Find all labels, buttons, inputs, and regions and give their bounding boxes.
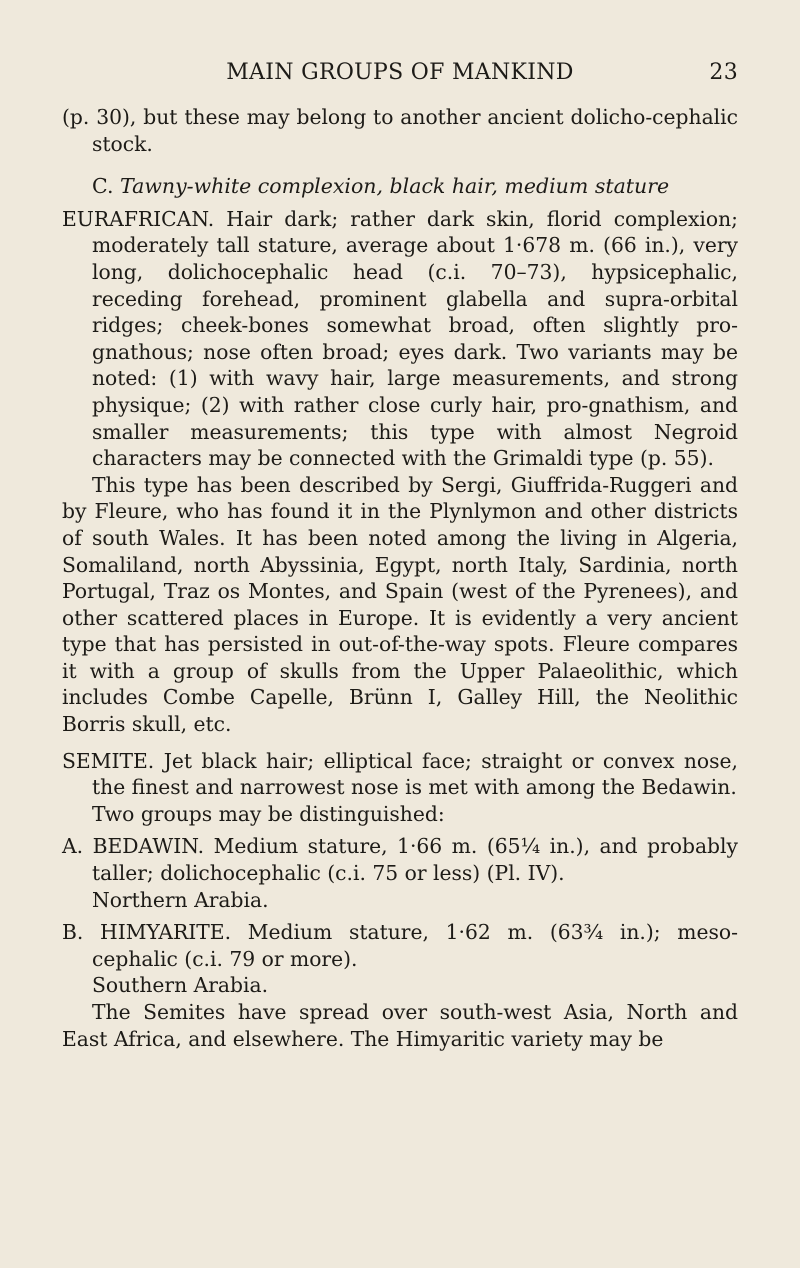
section-c-title: Tawny-white complexion, black hair, medium stature	[120, 174, 670, 199]
semite-label: SEMITE.	[62, 748, 155, 773]
bedawin-entry	[62, 833, 738, 886]
semite-text: Jet black hair; elliptical face; straight or convex nose, the finest and narrowest nose is met with among the Bedawin.	[92, 748, 739, 800]
himyarite-entry	[62, 919, 738, 972]
himyarite-region: Southern Arabia.	[92, 973, 269, 998]
semite-groups-intro: Two groups may be distinguished:	[92, 801, 445, 826]
eurafrican-text: Hair dark; rather dark skin, florid complexion; moderately tall stature, average about 1·678 m. (66 in.), very long, dolichocephalic head (c.i. 70–73), hypsicephalic, receding forehead, prominent glabella and supra-orbital ridges; cheek-bones somewhat broad, often slightly pro-gnathous; nose often broad; eyes dark. Two variants may be noted: (1) with wavy hair, large measurements, and strong physique; (2) with rather close curly hair, pro-gnathism, and smaller measurements; this type with almost Negroid characters may be connected with the Grimaldi type (p. 55).	[92, 206, 739, 471]
running-header	[62, 60, 738, 90]
page-body	[62, 104, 738, 1052]
running-title: MAIN GROUPS OF MANKIND	[226, 60, 574, 85]
page-number: 23	[709, 60, 738, 85]
continuation-paragraph: (p. 30), but these may belong to another ancient dolicho-cephalic stock.	[62, 105, 738, 156]
section-c-letter: C.	[92, 174, 114, 199]
bedawin-label: BEDAWIN.	[92, 834, 205, 859]
eurafrican-entry	[62, 206, 738, 472]
eurafrican-paragraph: This type has been described by Sergi, Giuffrida-Ruggeri and by Fleure, who has found it in the Plynlymon and other districts of south Wales. It has been noted among the living in Algeria, Somaliland, north Abyssinia, Egypt, north Italy, Sardinia, north Portugal, Traz os Montes, and Spain (west of the Pyrenees), and other scattered places in Europe. It is evidently a very ancient type that has persisted in out-of-the-way spots. Fleure compares it with a group of skulls from the Upper Palaeolithic, which includes Combe Capelle, Brünn I, Galley Hill, the Neolithic Borris skull, etc.	[62, 472, 738, 737]
bedawin-region: Northern Arabia.	[92, 887, 269, 912]
closing-paragraph: The Semites have spread over south-west Asia, North and East Africa, and elsewhere. The Himyaritic variety may be	[62, 1000, 738, 1051]
himyarite-letter: B.	[62, 920, 84, 945]
eurafrican-label: EURAFRICAN.	[62, 206, 215, 231]
bedawin-letter: A.	[62, 834, 84, 859]
himyarite-text: Medium stature, 1·62 m. (63¾ in.); meso-cephalic (c.i. 79 or more).	[92, 920, 738, 971]
section-c-heading	[92, 173, 738, 200]
semite-entry	[62, 748, 738, 801]
himyarite-label: HIMYARITE.	[100, 920, 232, 945]
bedawin-text: Medium stature, 1·66 m. (65¼ in.), and probably taller; dolichocephalic (c.i. 75 or less) (Pl. IV).	[92, 834, 738, 886]
